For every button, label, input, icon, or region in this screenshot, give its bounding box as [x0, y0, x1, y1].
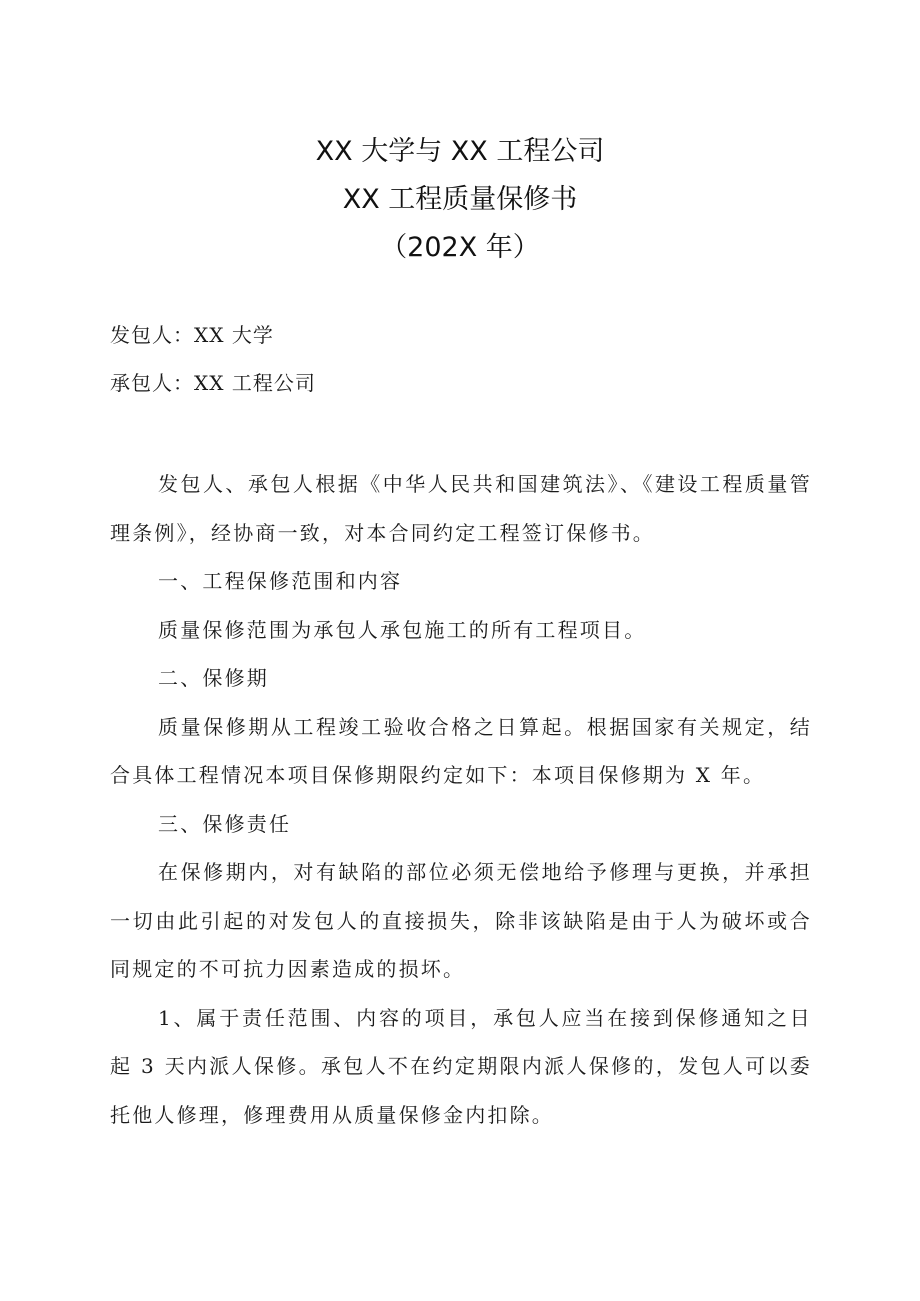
contractor-line: 承包人：XX 工程公司: [110, 371, 316, 395]
section-heading-scope: 一、工程保修范围和内容: [158, 569, 403, 593]
document-title: [0, 128, 920, 272]
section-heading-liability: 三、保修责任: [158, 811, 292, 836]
period-paragraph: 质量保修期从工程竣工验收合格之日算起。根据国家有关规定，结合具体工程情况本项目保修期限约定如下：本项目保修期为 X 年。: [110, 714, 812, 787]
document-body: [110, 460, 812, 1139]
title-line-parties: XX 大学与 XX 工程公司: [315, 136, 605, 167]
scope-paragraph: 质量保修范围为承包人承包施工的所有工程项目。: [158, 617, 647, 642]
clause-1-paragraph: 1、属于责任范围、内容的项目，承包人应当在接到保修通知之日起 3 天内派人保修。承包人不在约定期限内派人保修的，发包人可以委托他人修理，修理费用从质量保修金内扣除。: [110, 1005, 812, 1127]
section-heading-period: 二、保修期: [158, 666, 269, 690]
liability-paragraph: 在保修期内，对有缺陷的部位必须无偿地给予修理与更换，并承担一切由此引起的对发包人的直接损失，除非该缺陷是由于人为破坏或合同规定的不可抗力因素造成的损坏。: [110, 860, 812, 981]
title-line-name: XX 工程质量保修书: [342, 184, 578, 215]
intro-paragraph: 发包人、承包人根据《中华人民共和国建筑法》、《建设工程质量管理条例》，经协商一致，对本合同约定工程签订保修书。: [110, 472, 812, 545]
title-line-year: （202X 年）: [380, 232, 540, 263]
employer-line: 发包人：XX 大学: [110, 323, 274, 347]
